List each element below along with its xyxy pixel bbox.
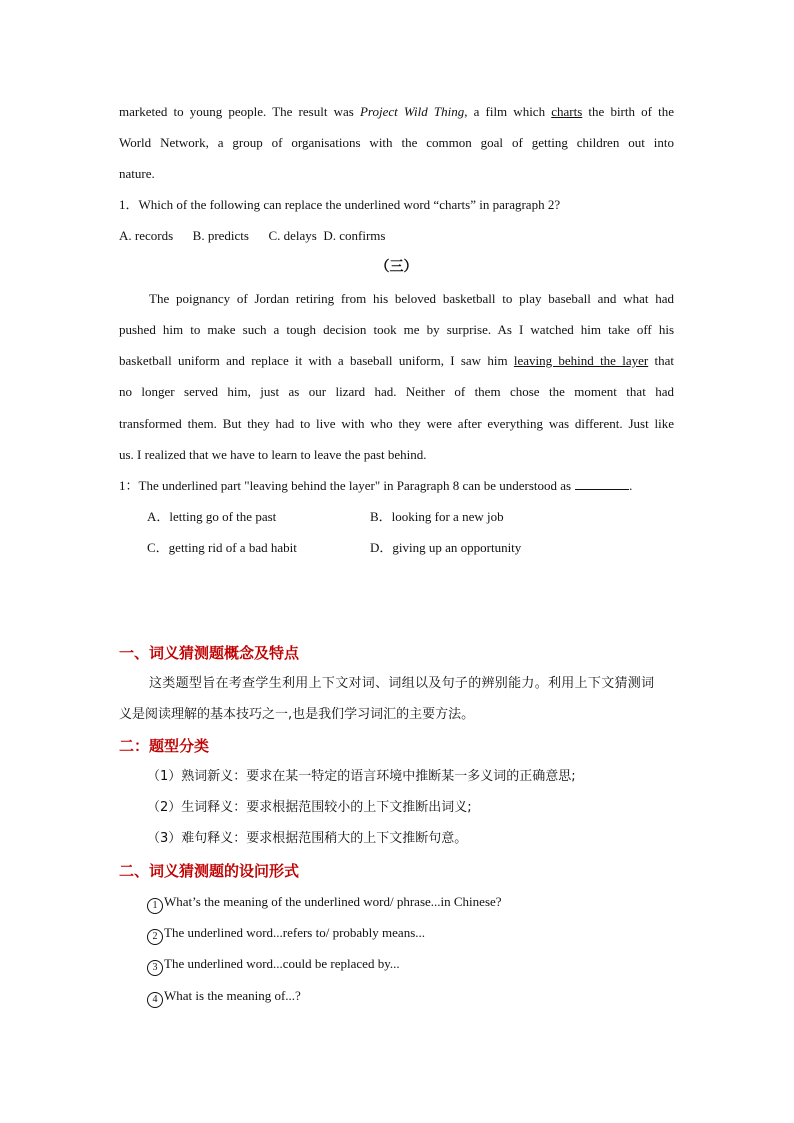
underlined-word: charts [551, 104, 583, 119]
passage3-line-6: us. I realized that we have to learn to leave the past behind. [119, 447, 427, 462]
film-title: Project Wild Thing [359, 104, 465, 119]
question-2 [119, 477, 674, 495]
question-form-4 [147, 987, 702, 1008]
section-2-heading: 二：题型分类 [119, 737, 210, 755]
circled-number: 3 [147, 960, 163, 976]
section-3-heading-cn: 二、词义猜测题的设问形式 [119, 862, 300, 880]
question-form-2 [147, 924, 702, 945]
passage2-line-3: nature. [119, 166, 155, 181]
answer-blank [575, 477, 629, 490]
section-1-para-line-2: 义是阅读理解的基本技巧之一,也是我们学习词汇的主要方法。 [119, 707, 475, 722]
circled-number: 2 [147, 929, 163, 945]
option-c: C．getting rid of a bad habit [147, 540, 297, 555]
passage3-line-5: transformed them. But they had to live with who they were after everything was different. Just like [119, 416, 674, 431]
passage3-text: that [648, 353, 674, 368]
passage2-text: , a film which [464, 104, 552, 119]
question-form-text: What is the meaning of...? [164, 988, 301, 1003]
option-d: D．giving up an opportunity [370, 540, 522, 555]
passage2-text: the birth of the [582, 104, 674, 119]
passage3-line-2: pushed him to make such a tough decision took me by surprise. As I watched him take off his [119, 322, 674, 337]
passage2-line-2: World Network, a group of organisations with the common goal of getting children out into [119, 135, 674, 150]
type-item-3: （3）难句释义：要求根据范围稍大的上下文推断句意。 [147, 831, 468, 846]
question-form-3 [147, 955, 702, 976]
circled-number: 1 [147, 898, 163, 914]
question-form-1 [147, 893, 702, 914]
question-1-options: A. records B. predicts C. delays D. confirms [119, 228, 386, 243]
question-1: 1．Which of the following can replace the underlined word “charts” in paragraph 2? [119, 197, 561, 212]
section-1-heading: 一、词义猜测题概念及特点 [119, 644, 300, 662]
passage3-text: basketball uniform and replace it with a baseball uniform, I saw him [119, 353, 514, 368]
passage2-text: marketed to young people. The result was [119, 104, 360, 119]
question-form-text: The underlined word...could be replaced by... [164, 956, 400, 971]
section-3-heading: （三） [375, 259, 418, 275]
question-2-end: . [629, 478, 633, 493]
question-2-text: 1：The underlined part "leaving behind the layer" in Paragraph 8 can be understood as [119, 478, 572, 493]
passage3-line-4: no longer served him, just as our lizard had. Neither of them chose the moment that had [119, 384, 674, 399]
question-form-text: What’s the meaning of the underlined word/ phrase...in Chinese? [164, 894, 502, 909]
passage3-line-1: The poignancy of Jordan retiring from his beloved basketball to play baseball and what had [149, 291, 674, 306]
underlined-phrase: leaving behind the layer [513, 353, 649, 368]
section-1-para-line-1: 这类题型旨在考查学生利用上下文对词、词组以及句子的辨别能力。利用上下文猜测词 [149, 676, 655, 691]
type-item-1: （1）熟词新义：要求在某一特定的语言环境中推断某一多义词的正确意思; [147, 769, 576, 784]
option-a: A．letting go of the past [147, 509, 277, 524]
circled-number: 4 [147, 992, 163, 1008]
passage3-line-3 [119, 352, 674, 370]
passage2-line-1 [119, 103, 674, 121]
question-form-text: The underlined word...refers to/ probably means... [164, 925, 426, 940]
type-item-2: （2）生词释义：要求根据范围较小的上下文推断出词义; [147, 800, 472, 815]
option-b: B．looking for a new job [370, 509, 504, 524]
